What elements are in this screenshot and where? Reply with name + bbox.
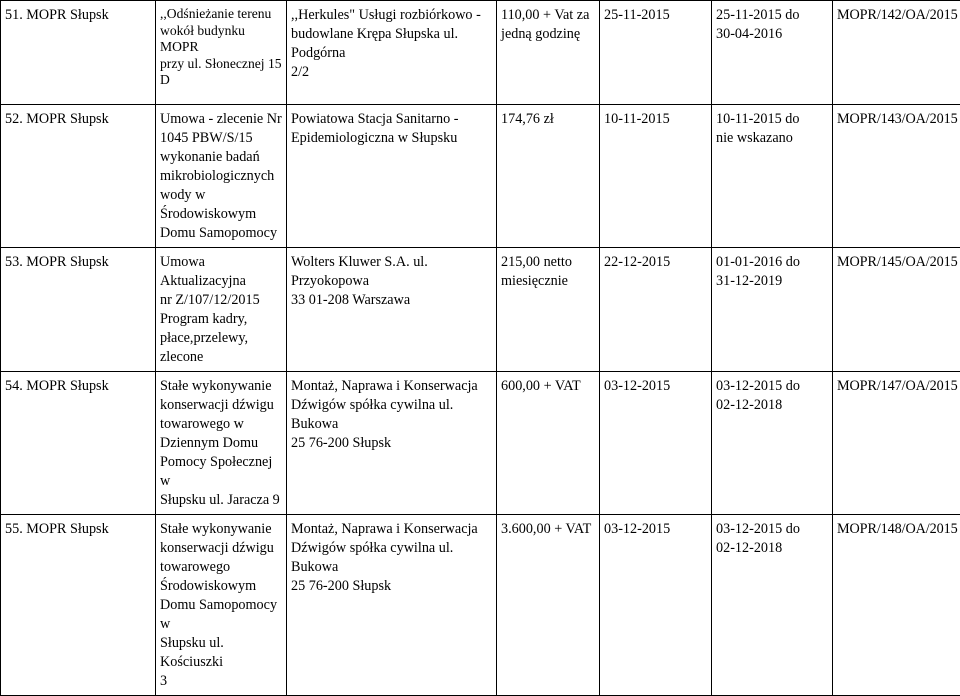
contract-subject-line: Dziennym Domu — [160, 434, 283, 453]
contract-date-cell — [600, 515, 712, 696]
contractor-name-line: Montaż, Naprawa i Konserwacja — [291, 520, 493, 539]
contract-value-line: 174,76 zł — [501, 110, 596, 129]
contract-subject-cell — [156, 515, 287, 696]
entry-cell — [1, 515, 156, 696]
contract-subject-cell — [156, 105, 287, 248]
contract-period-line: nie wskazano — [716, 129, 829, 148]
contractor-name-line: Epidemiologiczna w Słupsku — [291, 129, 493, 148]
contract-subject-line: płace,przelewy, — [160, 329, 283, 348]
table-row — [1, 372, 960, 515]
contract-date: 03-12-2015 — [604, 521, 670, 537]
registry-code: MOPR/148/OA/2015 — [837, 521, 958, 537]
contractor-name-line: Dźwigów spółka cywilna ul. Bukowa — [291, 539, 493, 577]
entry-number: 55. — [5, 521, 23, 537]
contract-value-line: miesięcznie — [501, 272, 596, 291]
contractor-name-line: budowlane Krępa Słupska ul. Podgórna — [291, 25, 493, 63]
registry-code: MOPR/147/OA/2015 — [837, 378, 958, 394]
entity-name: MOPR Słupsk — [26, 111, 108, 127]
registry-code-cell — [833, 105, 960, 248]
contract-period-cell — [712, 248, 833, 372]
contract-subject-cell — [156, 1, 287, 105]
contractor-name-line: 25 76-200 Słupsk — [291, 577, 493, 596]
registry-code-cell — [833, 1, 960, 105]
registry-code-cell — [833, 372, 960, 515]
entity-name: MOPR Słupsk — [26, 378, 108, 394]
contract-period-line: 02-12-2018 — [716, 396, 829, 415]
entry-number: 51. — [5, 7, 23, 23]
contract-subject-line: Słupsku ul. Kościuszki — [160, 634, 283, 672]
contract-value-cell — [497, 1, 600, 105]
contract-subject-line: Stałe wykonywanie — [160, 520, 283, 539]
registry-code-cell — [833, 515, 960, 696]
contract-period-line: 03-12-2015 do — [716, 520, 829, 539]
contract-subject-line: Domu Samopomocy w — [160, 596, 283, 634]
registry-code: MOPR/142/OA/2015 — [837, 7, 958, 23]
contractor-name-line: 25 76-200 Słupsk — [291, 434, 493, 453]
contract-period-line: 02-12-2018 — [716, 539, 829, 558]
contractor-name-line: Dźwigów spółka cywilna ul. Bukowa — [291, 396, 493, 434]
contract-subject-line: konserwacji dźwigu — [160, 396, 283, 415]
contractor-name-cell — [287, 372, 497, 515]
contract-date-cell — [600, 248, 712, 372]
contract-period-cell — [712, 105, 833, 248]
contract-subject-line: towarowego w — [160, 415, 283, 434]
contract-date-cell — [600, 105, 712, 248]
contracts-register-body — [1, 1, 960, 696]
contract-subject-line: wokół budynku MOPR — [160, 23, 283, 56]
contract-subject-line: nr Z/107/12/2015 — [160, 291, 283, 310]
table-row — [1, 515, 960, 696]
table-row — [1, 248, 960, 372]
contract-value-cell — [497, 372, 600, 515]
contractor-name-cell — [287, 1, 497, 105]
entity-name: MOPR Słupsk — [26, 521, 108, 537]
contractor-name-line: Wolters Kluwer S.A. ul. Przyokopowa — [291, 253, 493, 291]
entry-cell — [1, 372, 156, 515]
contractor-name-line: Montaż, Naprawa i Konserwacja — [291, 377, 493, 396]
contract-value-line: 110,00 + Vat za — [501, 6, 596, 25]
contractor-name-cell — [287, 515, 497, 696]
contract-subject-line: konserwacji dźwigu — [160, 539, 283, 558]
contract-period-line: 31-12-2019 — [716, 272, 829, 291]
entity-name: MOPR Słupsk — [26, 7, 108, 23]
contract-date: 22-12-2015 — [604, 254, 670, 270]
contract-subject-line: wykonanie badań — [160, 148, 283, 167]
contract-period-cell — [712, 1, 833, 105]
contract-date: 25-11-2015 — [604, 7, 670, 23]
contractor-name-cell — [287, 248, 497, 372]
contract-value-line: 600,00 + VAT — [501, 377, 596, 396]
contract-period-cell — [712, 372, 833, 515]
contract-subject-line: mikrobiologicznych — [160, 167, 283, 186]
registry-code: MOPR/143/OA/2015 — [837, 111, 958, 127]
contract-value-line: jedną godzinę — [501, 25, 596, 44]
contractor-name-line: 2/2 — [291, 63, 493, 82]
contract-subject-line: przy ul. Słonecznej 15 D — [160, 56, 283, 89]
entry-cell — [1, 248, 156, 372]
contractor-name-cell — [287, 105, 497, 248]
contractor-name-line: ,,Herkules" Usługi rozbiórkowo - — [291, 6, 493, 25]
table-row — [1, 105, 960, 248]
entry-number: 54. — [5, 378, 23, 394]
contract-date-cell — [600, 1, 712, 105]
contract-subject-line: wody w — [160, 186, 283, 205]
contract-value-cell — [497, 248, 600, 372]
registry-code-cell — [833, 248, 960, 372]
contract-subject-line: Domu Samopomocy — [160, 224, 283, 243]
entry-cell — [1, 105, 156, 248]
contract-subject-line: towarowego — [160, 558, 283, 577]
contract-period-cell — [712, 515, 833, 696]
entry-number: 53. — [5, 254, 23, 270]
contract-subject-line: Słupsku ul. Jaracza 9 — [160, 491, 283, 510]
table-row — [1, 1, 960, 105]
contract-subject-cell — [156, 248, 287, 372]
entity-name: MOPR Słupsk — [26, 254, 108, 270]
contract-subject-line: 1045 PBW/S/15 — [160, 129, 283, 148]
contractor-name-line: 33 01-208 Warszawa — [291, 291, 493, 310]
contract-subject-cell — [156, 372, 287, 515]
contract-subject-line: Stałe wykonywanie — [160, 377, 283, 396]
contract-subject-line: Środowiskowym — [160, 205, 283, 224]
contract-subject-line: Umowa Aktualizacyjna — [160, 253, 283, 291]
contract-date-cell — [600, 372, 712, 515]
registry-code: MOPR/145/OA/2015 — [837, 254, 958, 270]
contractor-name-line: Powiatowa Stacja Sanitarno - — [291, 110, 493, 129]
contract-period-line: 03-12-2015 do — [716, 377, 829, 396]
contract-period-line: 30-04-2016 — [716, 25, 829, 44]
contract-subject-line: Pomocy Społecznej w — [160, 453, 283, 491]
contract-value-cell — [497, 515, 600, 696]
contract-subject-line: zlecone — [160, 348, 283, 367]
contract-subject-line: Środowiskowym — [160, 577, 283, 596]
contract-value-line: 3.600,00 + VAT — [501, 520, 596, 539]
entry-number: 52. — [5, 111, 23, 127]
contract-value-line: 215,00 netto — [501, 253, 596, 272]
contract-period-line: 25-11-2015 do — [716, 6, 829, 25]
entry-cell — [1, 1, 156, 105]
contract-subject-line: Program kadry, — [160, 310, 283, 329]
contract-period-line: 10-11-2015 do — [716, 110, 829, 129]
contract-subject-line: ,,Odśnieżanie terenu — [160, 6, 283, 23]
contract-date: 10-11-2015 — [604, 111, 670, 127]
contract-subject-line: 3 — [160, 672, 283, 691]
contract-subject-line: Umowa - zlecenie Nr — [160, 110, 283, 129]
contract-period-line: 01-01-2016 do — [716, 253, 829, 272]
contract-value-cell — [497, 105, 600, 248]
contract-date: 03-12-2015 — [604, 378, 670, 394]
